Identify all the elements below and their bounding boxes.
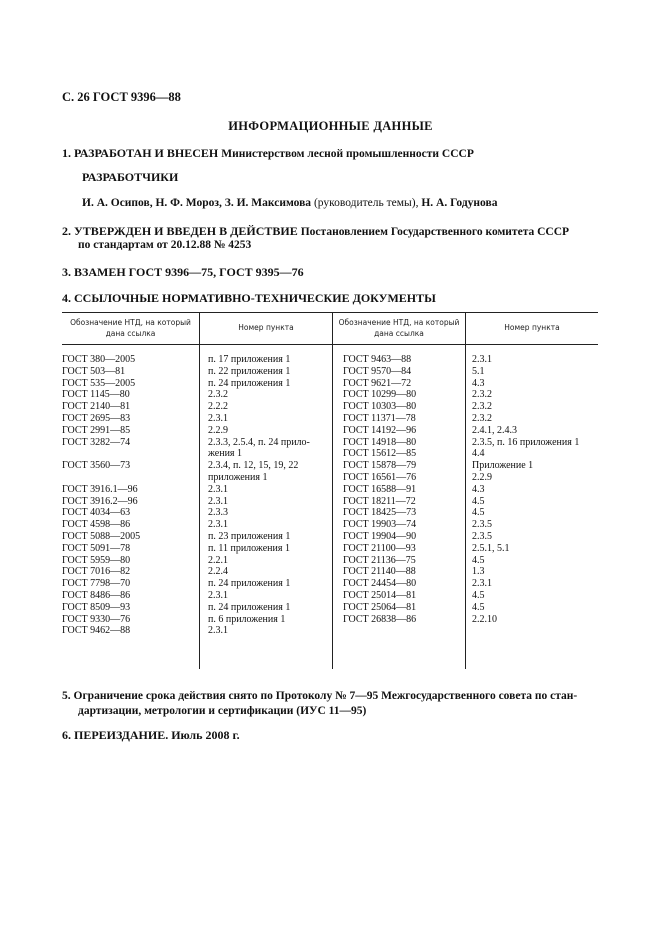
table-row-right-ref: ГОСТ 18211—72 bbox=[343, 495, 416, 507]
document-title: ИНФОРМАЦИОННЫЕ ДАННЫЕ bbox=[228, 119, 433, 133]
table-row-left-ref: ГОСТ 8509—93 bbox=[62, 601, 131, 613]
table-row-left-ref: ГОСТ 2991—85 bbox=[62, 424, 131, 436]
section-1 bbox=[62, 146, 474, 161]
table-row-left-item: п. 24 приложения 1 bbox=[208, 578, 291, 590]
table-row-right-ref: ГОСТ 14918—80 bbox=[343, 436, 417, 448]
section-1-org: Министерством лесной промышленности СССР bbox=[221, 148, 474, 160]
section-5-line2: дартизации, метрологии и сертификации (ИУС 11—95) bbox=[78, 705, 367, 717]
table-header-rule bbox=[62, 344, 598, 345]
table-row-left-ref: ГОСТ 3282—74 bbox=[62, 436, 131, 448]
table-row-left-item: п. 17 приложения 1 bbox=[208, 354, 291, 365]
header-ref-left: Обозначение НТД, на который дана ссылка bbox=[70, 318, 191, 338]
table-row-right-ref: ГОСТ 21136—75 bbox=[343, 554, 416, 566]
table-row-right-ref: ГОСТ 19904—90 bbox=[343, 531, 417, 542]
table-row-left-item: п. 23 приложения 1 bbox=[208, 531, 291, 542]
table-row-right-item: 5.1 bbox=[472, 365, 485, 377]
table-row-left-ref: ГОСТ 2140—81 bbox=[62, 401, 131, 413]
table-row-left-item-cont: жения 1 bbox=[208, 448, 243, 460]
table-row-left-item: 2.3.4, п. 12, 15, 19, 22 bbox=[208, 460, 299, 472]
table-row-left-item: 2.3.1 bbox=[208, 413, 228, 424]
table-row-left-item: 2.2.9 bbox=[208, 424, 228, 436]
table-row-left-item: 2.3.1 bbox=[208, 483, 228, 495]
section-1-label: 1. РАЗРАБОТАН И ВНЕСЕН bbox=[62, 146, 219, 160]
table-row-left-ref: ГОСТ 535—2005 bbox=[62, 377, 136, 389]
table-row-right-item: 2.3.5 bbox=[472, 531, 492, 542]
table-row-right-item: 4.3 bbox=[472, 483, 485, 495]
table-row-left-ref: ГОСТ 4598—86 bbox=[62, 519, 131, 531]
table-row-left-ref: ГОСТ 3916.2—96 bbox=[62, 495, 138, 507]
table-row-right-item: 4.5 bbox=[472, 590, 485, 601]
section-2-label: 2. УТВЕРЖДЕН И ВВЕДЕН В ДЕЙСТВИЕ bbox=[62, 224, 298, 238]
table-row-left-item: п. 24 приложения 1 bbox=[208, 601, 291, 613]
section-6: 6. ПЕРЕИЗДАНИЕ. Июль 2008 г. bbox=[62, 728, 240, 742]
table-row-right-ref: ГОСТ 18425—73 bbox=[343, 507, 417, 519]
header-item-right: Номер пункта bbox=[504, 323, 560, 332]
table-row-left-ref: ГОСТ 8486—86 bbox=[62, 590, 131, 601]
table-row-left-ref: ГОСТ 503—81 bbox=[62, 365, 126, 377]
table-row-right-ref: ГОСТ 25064—81 bbox=[343, 601, 417, 613]
table-row-right-ref: ГОСТ 24454—80 bbox=[343, 578, 417, 590]
table-row-right-item: 1.3 bbox=[472, 566, 485, 578]
section-5 bbox=[62, 689, 602, 719]
table-row-left-item: п. 22 приложения 1 bbox=[208, 365, 291, 377]
developers-label: РАЗРАБОТЧИКИ bbox=[82, 170, 179, 184]
table-row-right-item: 2.2.10 bbox=[472, 613, 497, 625]
table-row-right-item: 2.5.1, 5.1 bbox=[472, 542, 510, 554]
table-row-right-ref: ГОСТ 21140—88 bbox=[343, 566, 416, 578]
table-row-right-ref: ГОСТ 11371—78 bbox=[343, 413, 416, 424]
table-row-left-ref: ГОСТ 5088—2005 bbox=[62, 531, 141, 542]
table-row-left-item: 2.2.4 bbox=[208, 566, 228, 578]
developers-names-a: И. А. Осипов, Н. Ф. Мороз, З. И. Максимова bbox=[82, 197, 312, 209]
table-row-left-ref: ГОСТ 3916.1—96 bbox=[62, 483, 138, 495]
table-row-left-ref: ГОСТ 5091—78 bbox=[62, 542, 131, 554]
table-row-left-item: 2.3.1 bbox=[208, 625, 228, 637]
table-row-right-item: 2.3.1 bbox=[472, 578, 492, 590]
developers-role: (руководитель темы), bbox=[311, 197, 422, 209]
table-row-left-item: 2.2.2 bbox=[208, 401, 228, 413]
table-row-left-ref: ГОСТ 9330—76 bbox=[62, 613, 131, 625]
developers-names bbox=[82, 197, 497, 209]
table-row-left-ref: ГОСТ 2695—83 bbox=[62, 413, 131, 424]
table-row-right-ref: ГОСТ 14192—96 bbox=[343, 424, 417, 436]
table-row-left-item: 2.3.3, 2.5.4, п. 24 прило- bbox=[208, 436, 310, 448]
table-row-right-ref: ГОСТ 15612—85 bbox=[343, 448, 417, 460]
section-2-org-line2: по стандартам от 20.12.88 № 4253 bbox=[78, 239, 252, 251]
table-row-right-ref: ГОСТ 9621—72 bbox=[343, 377, 412, 389]
table-row-left-item: 2.3.2 bbox=[208, 389, 228, 401]
section-4-label: 4. ССЫЛОЧНЫЕ НОРМАТИВНО-ТЕХНИЧЕСКИЕ ДОКУМЕНТЫ bbox=[62, 291, 436, 305]
section-5-line1: 5. Ограничение срока действия снято по Протоколу № 7—95 Межгосударственного совета по стан- bbox=[62, 690, 578, 702]
section-2-org: Постановлением Государственного комитета СССР bbox=[300, 226, 570, 238]
table-row-right-ref: ГОСТ 16588—91 bbox=[343, 483, 417, 495]
table-col-divider-3 bbox=[465, 312, 466, 669]
table-row-right-item: 4.5 bbox=[472, 507, 485, 519]
header-item-left: Номер пункта bbox=[238, 323, 294, 332]
table-row-right-ref: ГОСТ 19903—74 bbox=[343, 519, 417, 531]
table-row-right-ref: ГОСТ 21100—93 bbox=[343, 542, 416, 554]
table-row-right-ref: ГОСТ 9463—88 bbox=[343, 354, 412, 365]
table-row-right-ref: ГОСТ 25014—81 bbox=[343, 590, 417, 601]
table-row-right-item: 2.3.5 bbox=[472, 519, 492, 531]
table-row-left-ref: ГОСТ 1145—80 bbox=[62, 389, 130, 401]
table-row-right-item: 2.2.9 bbox=[472, 472, 492, 483]
table-row-left-item: 2.2.1 bbox=[208, 554, 228, 566]
table-col-divider-2 bbox=[332, 312, 333, 669]
table-row-right-ref: ГОСТ 10299—80 bbox=[343, 389, 417, 401]
table-row-left-ref: ГОСТ 4034—63 bbox=[62, 507, 131, 519]
section-3: 3. ВЗАМЕН ГОСТ 9396—75, ГОСТ 9395—76 bbox=[62, 265, 304, 279]
reference-table bbox=[62, 312, 598, 669]
table-row-left-ref: ГОСТ 7798—70 bbox=[62, 578, 131, 590]
developers-names-b: Н. А. Годунова bbox=[421, 197, 498, 209]
table-row-right-ref: ГОСТ 15878—79 bbox=[343, 460, 417, 472]
table-row-right-ref: ГОСТ 16561—76 bbox=[343, 472, 417, 483]
header-ref-right: Обозначение НТД, на который дана ссылка bbox=[338, 318, 460, 338]
table-row-right-item: Приложение 1 bbox=[472, 460, 534, 472]
page-header: С. 26 ГОСТ 9396—88 bbox=[62, 90, 181, 104]
table-row-left-item: п. 6 приложения 1 bbox=[208, 613, 286, 625]
table-row-left-item: 2.3.1 bbox=[208, 519, 228, 531]
table-row-left-item: 2.3.3 bbox=[208, 507, 228, 519]
table-row-right-item: 2.3.2 bbox=[472, 401, 492, 413]
table-row-right-item: 2.3.5, п. 16 приложения 1 bbox=[472, 436, 580, 448]
table-row-left-ref: ГОСТ 5959—80 bbox=[62, 554, 131, 566]
table-row-left-item: п. 11 приложения 1 bbox=[208, 542, 290, 554]
table-row-left-item: 2.3.1 bbox=[208, 590, 228, 601]
table-row-left-ref: ГОСТ 9462—88 bbox=[62, 625, 131, 637]
table-row-right-item: 2.4.1, 2.4.3 bbox=[472, 424, 517, 436]
table-row-left-item: 2.3.1 bbox=[208, 495, 228, 507]
table-top-rule bbox=[62, 312, 598, 313]
table-col-divider-1 bbox=[199, 312, 200, 669]
table-row-right-ref: ГОСТ 10303—80 bbox=[343, 401, 417, 413]
table-row-right-item: 4.3 bbox=[472, 377, 485, 389]
table-row-right-ref: ГОСТ 9570—84 bbox=[343, 365, 412, 377]
table-row-right-item: 4.5 bbox=[472, 601, 485, 613]
table-row-right-item: 2.3.2 bbox=[472, 413, 492, 424]
table-row-left-ref: ГОСТ 380—2005 bbox=[62, 354, 136, 365]
table-row-right-item: 4.5 bbox=[472, 495, 485, 507]
table-row-right-item: 2.3.2 bbox=[472, 389, 492, 401]
table-row-right-item: 2.3.1 bbox=[472, 354, 492, 365]
table-row-left-item: п. 24 приложения 1 bbox=[208, 377, 291, 389]
table-row-left-item-cont: приложения 1 bbox=[208, 472, 268, 483]
table-row-right-item: 4.5 bbox=[472, 554, 485, 566]
table-row-right-item: 4.4 bbox=[472, 448, 485, 460]
table-row-left-ref: ГОСТ 3560—73 bbox=[62, 460, 131, 472]
section-2 bbox=[62, 225, 569, 239]
table-row-left-ref: ГОСТ 7016—82 bbox=[62, 566, 131, 578]
table-row-right-ref: ГОСТ 26838—86 bbox=[343, 613, 417, 625]
